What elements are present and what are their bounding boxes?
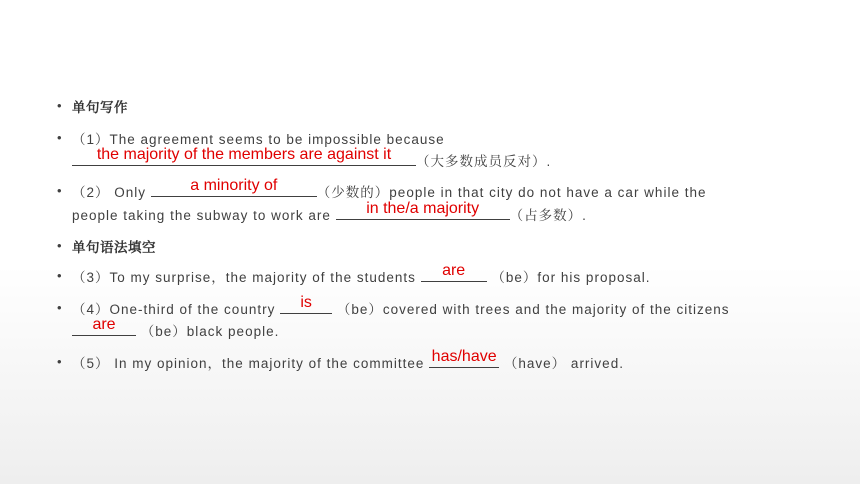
question-1-line-1: （1）The agreement seems to be impossible because	[72, 132, 445, 147]
section-heading-writing: 单句写作	[72, 100, 128, 115]
question-text: （占多数）.	[509, 208, 587, 223]
question-4-line-1	[72, 294, 730, 318]
answer-text: are	[92, 316, 116, 333]
bullet: •	[57, 354, 62, 369]
answer-blank	[421, 262, 487, 282]
answer-text: in the/a majority	[366, 200, 480, 217]
question-text: （5） In my opinion，the majority of the committee	[72, 356, 425, 371]
question-text: （be）black people.	[140, 324, 280, 339]
question-text: （4）One-third of the country	[72, 302, 276, 317]
question-5	[72, 348, 624, 372]
question-3	[72, 262, 651, 286]
question-text: （少数的）people in that city do not have a car while the	[316, 185, 707, 200]
question-text: （3）To my surprise，the majority of the students	[72, 270, 416, 285]
answer-text: has/have	[431, 348, 497, 365]
question-text: （2） Only	[72, 185, 147, 200]
question-2-line-1	[72, 177, 707, 201]
answer-text: the majority of the members are against it	[96, 146, 392, 163]
question-4-line-2	[72, 316, 280, 340]
question-text: （be）for his proposal.	[491, 270, 651, 285]
question-text: （大多数成员反对）.	[416, 154, 552, 169]
section-heading-grammar: 单句语法填空	[72, 240, 156, 255]
answer-blank	[72, 146, 416, 166]
question-2-line-2	[72, 200, 587, 224]
question-text: （be）covered with trees and the majority of the citizens	[336, 302, 730, 317]
answer-blank	[280, 294, 332, 314]
bullet: •	[57, 238, 62, 253]
bullet: •	[57, 300, 62, 315]
answer-text: a minority of	[190, 177, 278, 194]
question-1-line-2	[72, 146, 552, 170]
bullet: •	[57, 183, 62, 198]
answer-text: are	[442, 262, 466, 279]
bullet: •	[57, 268, 62, 283]
answer-blank	[72, 316, 136, 336]
question-text: people taking the subway to work are	[72, 208, 331, 223]
answer-text: is	[300, 294, 312, 311]
answer-blank	[151, 177, 317, 197]
answer-blank	[336, 200, 510, 220]
question-text: （have） arrived.	[503, 356, 624, 371]
answer-blank	[429, 348, 499, 368]
bullet: •	[57, 98, 62, 113]
bullet: •	[57, 130, 62, 145]
